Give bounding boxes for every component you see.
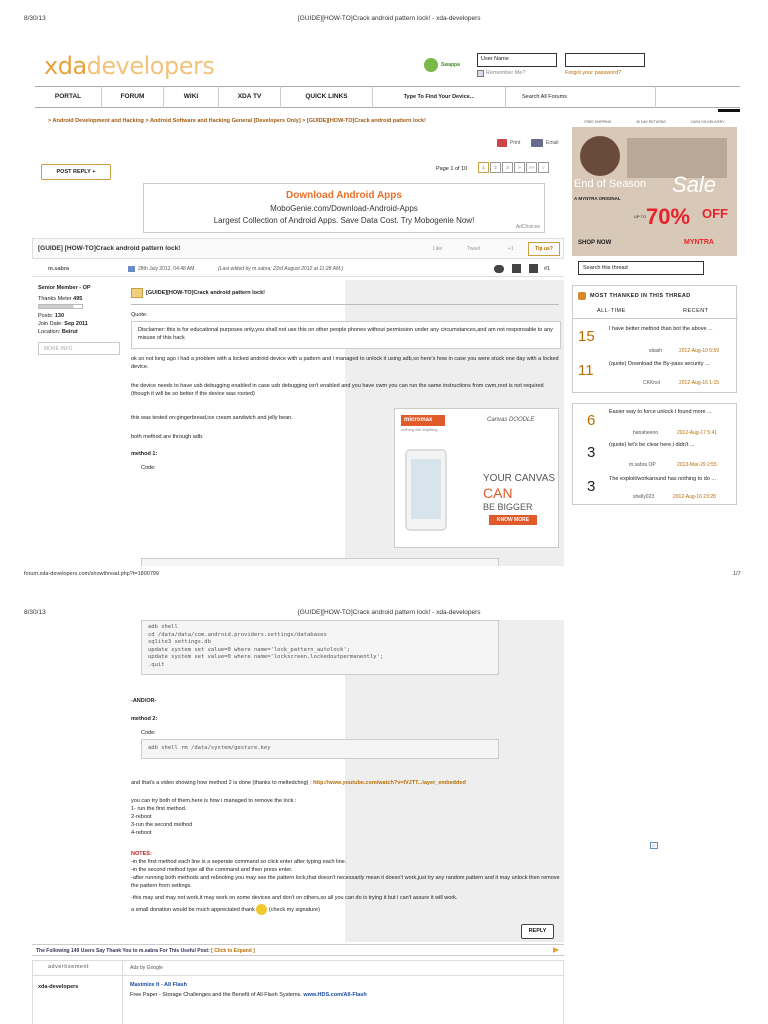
video-text: and that's a video showing how method 2 is done (thanks to meltedchng) : — [131, 780, 312, 786]
join-label: Join Date: — [38, 321, 63, 327]
advertisement-label: advertisement — [48, 964, 90, 970]
tweet-button[interactable]: Tweet — [467, 246, 481, 252]
thanks-count: 3 — [587, 478, 596, 495]
myntra-ad[interactable] — [572, 118, 737, 256]
thanked-user[interactable]: m.sabra OP — [629, 462, 656, 468]
note-1: -in the first method each line is a seperate command so click enter after typing each line. — [131, 859, 347, 865]
post-heading: [GUIDE][HOW-TO]Crack android pattern lock! — [146, 290, 265, 296]
pagination — [477, 162, 549, 173]
expand-link[interactable]: [ Click to Expand ] — [211, 948, 255, 954]
google-ad-url[interactable]: www.HDS.com/All-Flash — [303, 992, 367, 998]
thread-title-bar — [32, 238, 564, 259]
print-date-2: 8/30/13 — [24, 609, 46, 616]
method-1-label: method 1: — [131, 451, 158, 457]
code-label-1: Code: — [141, 465, 156, 471]
myntra-top-bar — [572, 118, 737, 127]
model-image — [580, 136, 620, 176]
micromax-ad[interactable] — [394, 408, 559, 548]
search-forums-input[interactable]: Search All Forums — [506, 86, 656, 108]
thanked-post-link[interactable]: The exploit/workaround has nothing to do ... — [609, 476, 717, 482]
myntra-line2: Sale — [672, 172, 717, 197]
nav-portal[interactable]: PORTAL — [35, 86, 102, 108]
plusone-button[interactable]: +1 — [508, 246, 514, 252]
thanked-date: 2012-Aug-17 5:41 — [677, 430, 718, 436]
posts-count — [38, 313, 64, 319]
location-label: Location: — [38, 329, 61, 335]
breadcrumb[interactable]: > Android Development and Hacking > Android Software and Hacking General [Developers Only] > [GUIDE][HOW-TO]Crack android pattern lock! — [48, 118, 426, 124]
advert-divider — [122, 960, 123, 1024]
like-button[interactable]: Like — [433, 246, 443, 252]
canvas-line2: CAN — [483, 485, 513, 501]
step-3: 3-run the second method — [131, 822, 193, 828]
swappa-label[interactable]: Swappa — [441, 62, 460, 68]
tab-recent[interactable]: RECENT — [683, 308, 709, 314]
post-date: 28th July 2012, 04:48 AM — [138, 266, 195, 272]
thanked-user[interactable]: hanaheeno — [633, 430, 659, 436]
method-2-label: method 2: — [131, 716, 158, 722]
para-2: the device needs to have usb debugging enabled in case usb debugging isn't enabled and you have cwm you can run the same instructions from cwm,root is not required (though it will be so better if the device was rooted) — [131, 383, 544, 397]
canvas-doodle-label: Canvas DOODLE — [487, 417, 535, 423]
micromax-tagline: nothing like anything — [401, 427, 438, 432]
thanks-count: 11 — [578, 362, 594, 379]
print-date: 8/30/13 — [24, 15, 46, 22]
shop-now-button[interactable]: SHOP NOW — [578, 240, 612, 246]
post-author[interactable]: m.sabra — [48, 266, 70, 272]
remember-checkbox[interactable] — [477, 70, 484, 77]
remember-label: Remember Me? — [486, 70, 526, 76]
logo-developers-text: developers — [86, 52, 215, 80]
quote-label: Quote: — [131, 312, 148, 318]
location — [38, 329, 78, 335]
both-text: you can try both of them,here is how i managed to remove the lock : — [131, 798, 297, 804]
username-input[interactable]: User Name — [477, 53, 557, 67]
page-of-label: Page 1 of 10 — [436, 166, 468, 172]
nav-wiki[interactable]: WIKI — [164, 86, 219, 108]
thanked-post-link[interactable]: Easier way to force unlock I found more ... — [609, 409, 712, 415]
thanks-bar — [32, 944, 564, 956]
smile-icon — [256, 904, 267, 915]
thanks-bar-text: The Following 149 Users Say Thank You to m.sabra For This Useful Post: — [36, 948, 210, 954]
para-4: both method are through adb. — [131, 434, 204, 440]
tip-us-button[interactable]: Tip us? — [528, 242, 560, 256]
thanks-value: 495 — [73, 296, 83, 302]
thanked-user[interactable]: CKKnol — [643, 380, 660, 386]
myntra-original: A MYNTRA ORIGINAL — [574, 196, 621, 201]
print-title: [GUIDE][HOW-TO]Crack android pattern lock! - xda-developers — [298, 15, 481, 22]
page-1[interactable]: 1 — [478, 162, 489, 173]
notes-label: NOTES: — [131, 851, 152, 857]
quote-box: Disclaimer: this is for educational purposes only,you shall not use this on other people phones without permission under any circumstances,and am not responsable to any misuse of this hack — [131, 321, 561, 349]
tab-all-time[interactable]: ALL-TIME — [597, 308, 626, 314]
more-info-button[interactable]: MORE INFO — [38, 342, 120, 355]
thanked-user[interactable]: stiash — [649, 348, 663, 354]
canvas-line1: YOUR CANVAS — [483, 473, 556, 484]
video-link[interactable]: http://www.youtube.com/watch?v=IVJTT...layer_embedded — [313, 780, 466, 786]
myntra-off: OFF — [702, 206, 728, 221]
code-label-2: Code: — [141, 730, 156, 736]
phone-image — [405, 449, 447, 531]
thanks-bar — [38, 304, 83, 309]
thread-title: [GUIDE] [HOW-TO]Crack android pattern lock! — [38, 245, 181, 252]
thanked-date: 2013-Mar-29 2:55 — [677, 462, 717, 468]
facebook-icon[interactable] — [512, 264, 521, 273]
page-2[interactable]: 2 — [490, 162, 501, 173]
thanked-post-link[interactable]: (quote) Download the By-pass security ... — [609, 361, 710, 367]
myntra-line1: End of Season — [574, 178, 647, 190]
note-2: -in the second method type all the command and then press enter. — [131, 867, 293, 873]
footer-page: 1/7 — [733, 571, 741, 577]
code-box-2: adb shell rm /data/system/gesture.key — [141, 739, 499, 759]
ad-title[interactable]: Download Android Apps — [286, 190, 402, 201]
note-3: -after running both methods and rebooting you may see the pattern lock,that doesn't necessarily mean it doesn't work,just try any random pattern and it may unlock then remove the pattern from settings. — [131, 875, 560, 889]
forgot-password-link[interactable]: Forgot your password? — [565, 70, 622, 76]
thanked-user[interactable]: shelly023 — [633, 494, 655, 500]
user-rank: Senior Member - OP — [38, 285, 91, 291]
para-1: ok so not long ago i had a problem with a locked android device with a pattern and i managed to unlock it using adb,so here's how in case you were stuck one day with a locked device. — [131, 356, 559, 370]
ads-by-google[interactable]: Ads by Google — [130, 965, 163, 971]
tab-divider — [573, 318, 738, 319]
print-link[interactable]: Print — [510, 140, 521, 146]
canvas-line3: BE BIGGER — [483, 502, 533, 512]
thanks-count: 3 — [587, 444, 596, 461]
ad-marker-icon[interactable]: ▷ — [650, 842, 658, 849]
posts-label: Posts: — [38, 313, 54, 319]
thumbs-up-icon — [578, 292, 586, 300]
para-3: this was tested on:gingerbread,ice cream sandwich and jelly bean. — [131, 415, 293, 421]
nav-forum[interactable]: FORUM — [102, 86, 164, 108]
page-next[interactable]: > — [514, 162, 525, 173]
print-title-2: [GUIDE][HOW-TO]Crack android pattern lock! - xda-developers — [298, 609, 481, 616]
code-box-1-top — [141, 558, 499, 566]
thanks-label: Thanks Meter — [38, 296, 72, 302]
post-heading-divider — [131, 304, 559, 305]
donation-line — [131, 904, 320, 915]
advert-site: xda-developers — [38, 984, 79, 990]
plus-icon: + — [92, 169, 96, 175]
ad-url: MoboGenie.com/Download-Android-Apps — [270, 204, 418, 213]
swappa-icon[interactable] — [424, 58, 438, 72]
google-ad-line — [130, 992, 367, 998]
nav-xdatv[interactable]: XDA TV — [219, 86, 281, 108]
micromax-logo: micromax — [401, 415, 445, 426]
donation-text: a small donation would be much appreciated thank — [131, 906, 255, 913]
password-input[interactable] — [565, 53, 645, 67]
nav-dark-bar — [718, 109, 740, 112]
post-folder-icon — [131, 288, 143, 298]
email-icon[interactable] — [531, 139, 543, 147]
logo-xda-text: xda — [44, 52, 87, 80]
join-date — [38, 321, 88, 327]
footer-url: forum.xda-developers.com/showthread.php?t=1800799 — [24, 571, 159, 577]
search-thread-input[interactable]: Search this thread — [578, 261, 704, 275]
twitter-icon[interactable] — [494, 265, 504, 273]
myntra-tab-shipping: FREE SHIPPING — [584, 120, 612, 124]
signature-text: (check my signature) — [268, 906, 320, 913]
page-menu-icon[interactable]: ▿ — [538, 162, 549, 173]
and-or-label: -AND/OR- — [131, 698, 157, 704]
most-thanked-box-2 — [572, 403, 737, 505]
myntra-brand: MYNTRA — [684, 239, 714, 246]
thanked-post-link[interactable]: (quote) let's be clear here,i didn't ... — [609, 442, 695, 448]
nav-quick-links[interactable]: QUICK LINKS — [281, 86, 373, 108]
reply-button[interactable]: REPLY — [521, 924, 554, 939]
post-reply-label: POST REPLY — [56, 169, 91, 175]
join-value: Sep 2011 — [64, 321, 88, 327]
most-thanked-title: MOST THANKED IN THIS THREAD — [590, 293, 691, 299]
thanked-date: 2012-Aug-16 1:15 — [679, 380, 720, 386]
myntra-tab-returns: 30 DAY RETURNS — [636, 120, 666, 124]
google-ad-text: Free Paper - Storage Challenges and the Benefit of All Flash Systems. — [130, 992, 302, 998]
post-reply-button[interactable] — [41, 164, 111, 180]
page-last[interactable]: >> — [526, 162, 537, 173]
xda-logo[interactable] — [44, 52, 214, 80]
thanked-post-link[interactable]: I have better method than bot the above ... — [609, 326, 713, 332]
thanked-date: 2012-Aug-10 5:59 — [679, 348, 720, 354]
step-2: 2-reboot — [131, 814, 152, 820]
note-4: -this may and may not work,it may work on some devices and don't on others,so all you can do is trying it but i can't assure it will work. — [131, 895, 458, 901]
google-ad-title[interactable]: Maximize It - All Flash — [130, 982, 187, 988]
page-3[interactable]: 3 — [502, 162, 513, 173]
step-1: 1- run the first method. — [131, 806, 187, 812]
mobogenie-ad[interactable] — [143, 183, 545, 233]
myntra-upto: UP TO — [634, 214, 647, 219]
post-number[interactable]: #1 — [544, 266, 551, 272]
most-thanked-box — [572, 285, 737, 393]
posts-value: 130 — [54, 313, 65, 319]
myntra-discount: 70% — [646, 204, 691, 229]
adchoices-label[interactable]: AdChoices — [515, 224, 540, 230]
thanks-count: 15 — [578, 328, 595, 345]
thanks-meter — [38, 296, 82, 302]
code-box-1: adb shell cd /data/data/com.android.providers.settings/databases sqlite3 settings.db update system set value=0 where name='lock_pattern_autolock'; update system set value=0 where name='lockscreen.lockedoutpermanently'; .quit — [141, 620, 499, 675]
thanks-count: 6 — [587, 412, 596, 429]
myntra-tab-cod: CASH ON DELIVERY — [690, 120, 725, 124]
expand-arrow-icon[interactable] — [553, 947, 559, 953]
main-nav — [35, 86, 740, 108]
advert-row-divider — [32, 975, 564, 976]
email-link[interactable]: Email — [546, 140, 559, 146]
calendar-icon — [128, 266, 135, 272]
step-4: 4-reboot — [131, 830, 152, 836]
post-edited: (Last edited by m.sabra; 23rd August 2012 at 11:28 AM.) — [218, 266, 344, 272]
know-more-button[interactable]: KNOW MORE — [489, 515, 537, 525]
thanked-date: 2012-Aug-16 23:28 — [673, 494, 716, 500]
device-search-input[interactable]: Type To Find Your Device... — [373, 86, 506, 108]
video-line — [131, 779, 571, 787]
googleplus-icon[interactable] — [529, 264, 538, 273]
print-icon[interactable] — [497, 139, 507, 147]
location-value: Beirut — [61, 329, 78, 335]
ad-text: Largest Collection of Android Apps. Save Data Cost. Try Mobogenie Now! — [213, 216, 475, 225]
